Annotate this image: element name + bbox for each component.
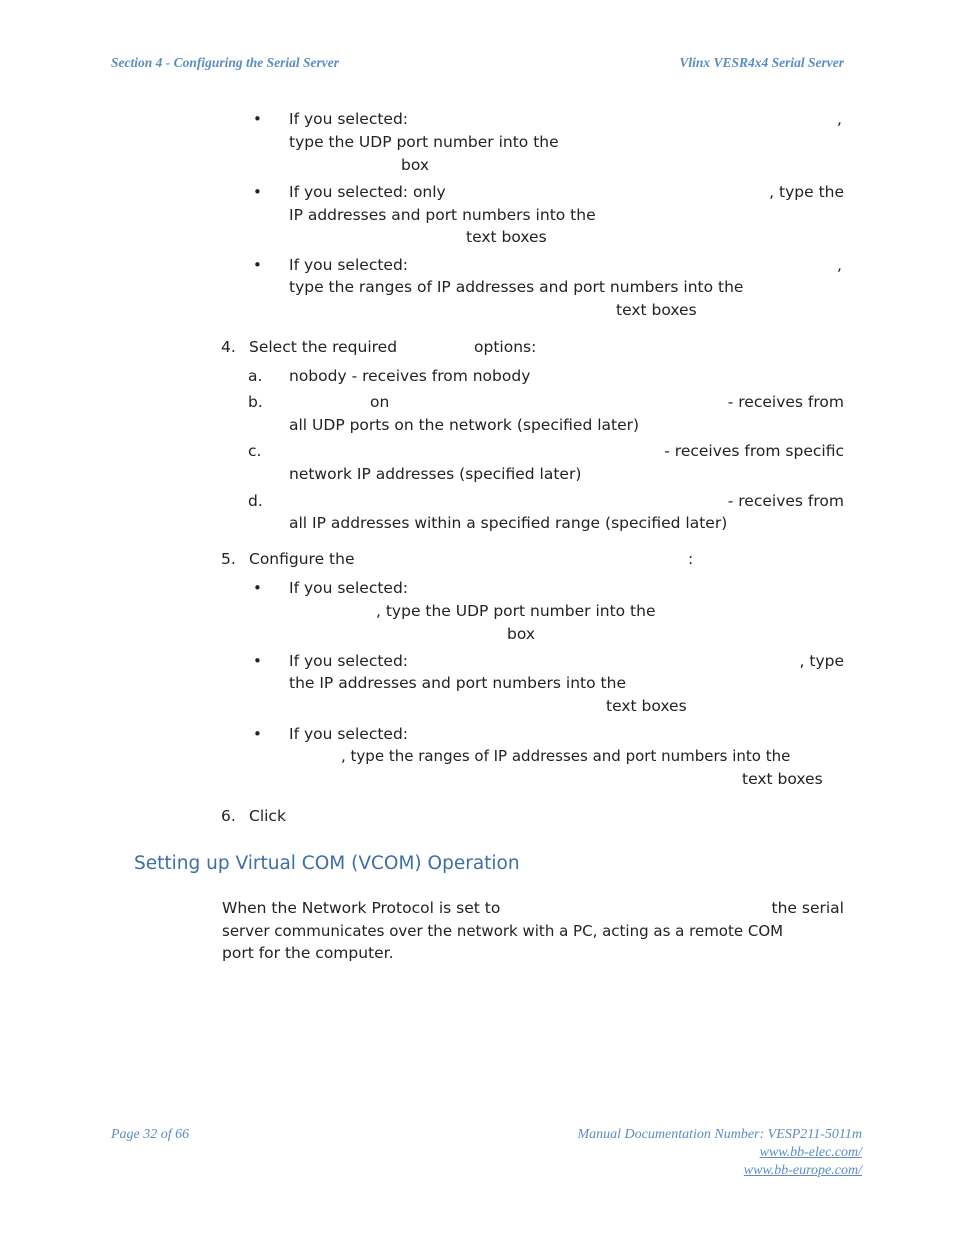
option-text: network IP addresses (specified later) xyxy=(289,465,582,483)
bullet-text-line: text boxes xyxy=(606,697,687,715)
step-text: : xyxy=(688,550,694,568)
bullet-text-line: the IP addresses and port numbers into the xyxy=(289,674,626,692)
bullet-glyph: • xyxy=(253,110,262,128)
header-section-title: Section 4 - Configuring the Serial Server xyxy=(111,55,340,70)
step-number: 6. xyxy=(221,807,236,825)
footer-page-number: Page 32 of 66 xyxy=(111,1127,190,1142)
bullet-text-tail: , xyxy=(837,256,842,274)
option-label: c. xyxy=(248,442,262,460)
bullet-glyph: • xyxy=(253,579,262,597)
option-text: all IP addresses within a specified range (specified later) xyxy=(289,514,728,532)
step-text: options: xyxy=(474,338,537,356)
footer-doc-number: Manual Documentation Number: VESP211-5011m xyxy=(577,1127,862,1142)
bullet-glyph: • xyxy=(253,183,262,201)
section-heading: Setting up Virtual COM (VCOM) Operation xyxy=(134,853,520,874)
bullet-text-line: If you selected: xyxy=(289,256,409,274)
bullet-text-line: text boxes xyxy=(466,228,547,246)
paragraph-line: When the Network Protocol is set to xyxy=(222,899,501,917)
bullet-text-line: , type the ranges of IP addresses and port numbers into the xyxy=(341,747,791,765)
option-text: on xyxy=(370,393,390,411)
bullet-text-line: box xyxy=(507,625,536,643)
step-text: Select the required xyxy=(249,338,398,356)
step-number: 5. xyxy=(221,550,236,568)
step-text: Configure the xyxy=(249,550,355,568)
option-text: all UDP ports on the network (specified later) xyxy=(289,416,640,434)
header-product-title: Vlinx VESR4x4 Serial Server xyxy=(679,55,844,70)
bullet-text-line: If you selected: xyxy=(289,110,409,128)
option-text-tail: - receives from xyxy=(727,393,844,411)
bullet-text-line: text boxes xyxy=(616,301,697,319)
bullet-text-line: If you selected: xyxy=(289,725,409,743)
bullet-text-line: If you selected: xyxy=(289,652,409,670)
paragraph-line: port for the computer. xyxy=(222,944,394,962)
bullet-glyph: • xyxy=(253,725,262,743)
bullet-text-tail: , xyxy=(837,110,842,128)
bullet-text-line: type the UDP port number into the xyxy=(289,133,559,151)
bullet-text-line: text boxes xyxy=(742,770,823,788)
option-text-tail: - receives from xyxy=(727,492,844,510)
option-text-tail: - receives from specific xyxy=(664,442,844,460)
bullet-text-line: IP addresses and port numbers into the xyxy=(289,206,596,224)
bullet-text-line: , type the UDP port number into the xyxy=(376,602,656,620)
option-label: d. xyxy=(248,492,263,510)
bullet-glyph: • xyxy=(253,652,262,670)
option-text: nobody - receives from nobody xyxy=(289,367,531,385)
bullet-text-tail: , type the xyxy=(769,183,844,201)
bullet-text-tail: , type xyxy=(799,652,844,670)
step-text: Click xyxy=(249,807,286,825)
bullet-glyph: • xyxy=(253,256,262,274)
paragraph-line: server communicates over the network with a PC, acting as a remote COM xyxy=(222,922,784,940)
bullet-text-line: If you selected: only xyxy=(289,183,446,201)
paragraph-line-tail: the serial xyxy=(771,899,844,917)
bullet-text-line: type the ranges of IP addresses and port numbers into the xyxy=(289,278,744,296)
bullet-text-line: box xyxy=(401,156,430,174)
footer-link-bb-elec[interactable]: www.bb-elec.com/ xyxy=(759,1145,862,1160)
step-number: 4. xyxy=(221,338,236,356)
bullet-text-line: If you selected: xyxy=(289,579,409,597)
footer-link-bb-europe[interactable]: www.bb-europe.com/ xyxy=(743,1163,862,1178)
option-label: b. xyxy=(248,393,263,411)
option-label: a. xyxy=(248,367,263,385)
